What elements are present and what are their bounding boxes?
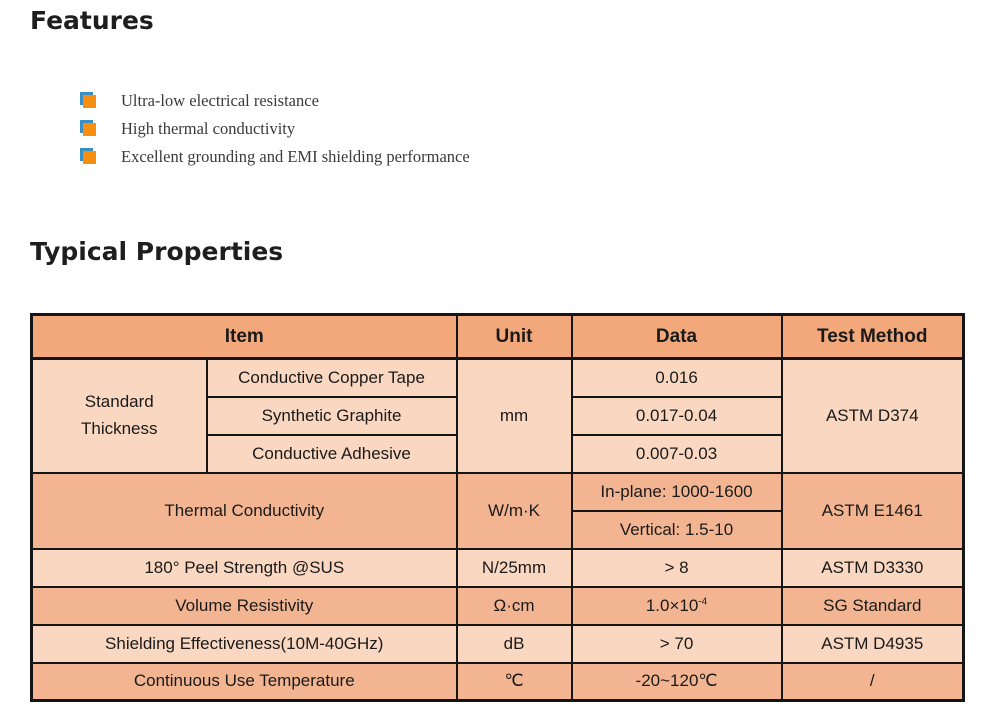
feature-text: High thermal conductivity xyxy=(121,119,296,138)
header-data: Data xyxy=(572,315,782,359)
table-header-row xyxy=(32,315,964,359)
cell-data: $1.0\times 10^{-4}$ xyxy=(572,587,782,625)
typical-properties-heading: Typical Properties xyxy=(30,237,284,266)
features-list xyxy=(80,87,962,171)
table-row xyxy=(32,549,964,587)
table-row xyxy=(32,473,964,511)
cell-item: Shielding Effectiveness(10M-40GHz) xyxy=(32,625,457,663)
cell-test-method: / xyxy=(782,663,964,701)
cell-thickness-label: Standard Thickness xyxy=(32,359,207,473)
header-unit: Unit xyxy=(457,315,572,359)
cell-data: > 8 xyxy=(572,549,782,587)
cell-thermal-inplane: In-plane: 1000-1600 xyxy=(572,473,782,511)
cell-thickness-value: 0.016 xyxy=(572,359,782,397)
table-row xyxy=(32,359,964,397)
feature-item xyxy=(80,143,962,171)
table-row xyxy=(32,663,964,701)
cell-item: 180° Peel Strength @SUS xyxy=(32,549,457,587)
cell-unit: Ω·cm xyxy=(457,587,572,625)
cell-thickness-type: Synthetic Graphite xyxy=(207,397,457,435)
cell-thermal-vertical: Vertical: 1.5-10 xyxy=(572,511,782,549)
cell-thickness-type: Conductive Adhesive xyxy=(207,435,457,473)
feature-item xyxy=(80,115,962,143)
cell-thermal-test-method: ASTM E1461 xyxy=(782,473,964,549)
feature-item xyxy=(80,87,962,115)
cell-thermal-label: Thermal Conductivity xyxy=(32,473,457,549)
square-bullet-icon xyxy=(83,151,96,164)
cell-thickness-type: Conductive Copper Tape xyxy=(207,359,457,397)
square-bullet-icon xyxy=(83,123,96,136)
table-row xyxy=(32,587,964,625)
feature-text: Ultra-low electrical resistance xyxy=(121,91,319,110)
cell-thickness-test-method: ASTM D374 xyxy=(782,359,964,473)
header-item: Item xyxy=(32,315,457,359)
header-test-method: Test Method xyxy=(782,315,964,359)
cell-test-method: ASTM D3330 xyxy=(782,549,964,587)
cell-unit: dB xyxy=(457,625,572,663)
square-bullet-icon xyxy=(83,95,96,108)
cell-test-method: ASTM D4935 xyxy=(782,625,964,663)
cell-item: Volume Resistivity xyxy=(32,587,457,625)
typical-properties-table xyxy=(30,313,965,702)
cell-thickness-value: 0.017-0.04 xyxy=(572,397,782,435)
cell-thermal-unit: W/m·K xyxy=(457,473,572,549)
cell-unit: ℃ xyxy=(457,663,572,701)
table-row xyxy=(32,625,964,663)
cell-unit: N/25mm xyxy=(457,549,572,587)
features-heading: Features xyxy=(30,6,154,35)
cell-data: -20~120℃ xyxy=(572,663,782,701)
exponent: -4 xyxy=(698,595,708,607)
cell-thickness-value: 0.007-0.03 xyxy=(572,435,782,473)
cell-data: > 70 xyxy=(572,625,782,663)
feature-text: Excellent grounding and EMI shielding performance xyxy=(121,147,470,166)
cell-thickness-unit: mm xyxy=(457,359,572,473)
cell-item: Continuous Use Temperature xyxy=(32,663,457,701)
cell-test-method: SG Standard xyxy=(782,587,964,625)
